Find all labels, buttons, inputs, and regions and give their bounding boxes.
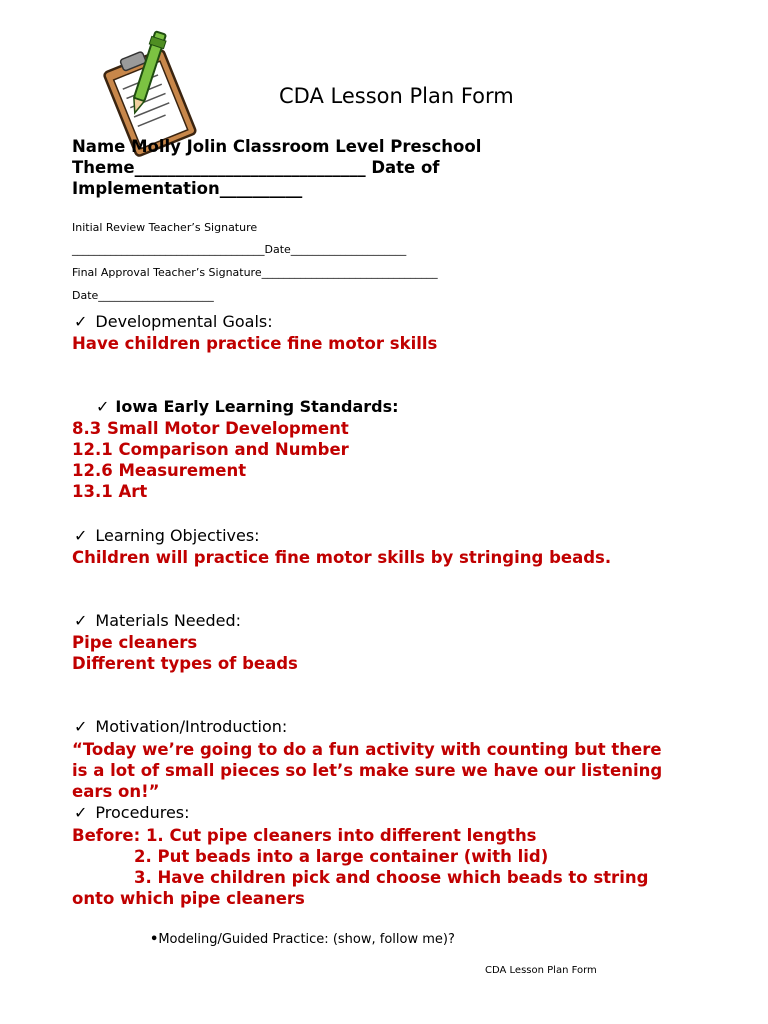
learning-objectives-content: Children will practice fine motor skills by stringing beads. xyxy=(72,548,612,567)
section-procedures xyxy=(74,802,190,823)
standard-item: 12.1 Comparison and Number xyxy=(72,440,349,459)
section-heading: Iowa Early Learning Standards: xyxy=(115,397,399,416)
bullet-text: Modeling/Guided Practice: (show, follow me)? xyxy=(158,932,455,947)
section-heading: Developmental Goals: xyxy=(95,312,273,331)
standard-item: 13.1 Art xyxy=(72,482,148,501)
bullet-modeling xyxy=(150,931,455,949)
theme-date-line: Theme____________________________ Date of xyxy=(72,158,440,177)
materials-content xyxy=(72,632,298,674)
motivation-content xyxy=(72,739,662,802)
standard-item: 8.3 Small Motor Development xyxy=(72,419,349,438)
name-classroom-line: Name Molly Jolin Classroom Level Preschool xyxy=(72,137,482,156)
checkmark-icon: ✓ xyxy=(74,312,88,331)
motivation-line: “Today we’re going to do a fun activity with counting but there xyxy=(72,740,662,759)
checkmark-icon: ✓ xyxy=(96,397,110,416)
procedures-content xyxy=(72,825,648,909)
header-info xyxy=(72,136,481,199)
motivation-line: ears on!” xyxy=(72,782,160,801)
bullet-icon: • xyxy=(150,932,159,947)
page-footer: CDA Lesson Plan Form xyxy=(485,965,597,976)
motivation-line: is a lot of small pieces so let’s make sure we have our listening xyxy=(72,761,663,780)
material-item: Different types of beads xyxy=(72,654,298,673)
section-heading: Procedures: xyxy=(95,803,190,822)
iowa-standards-content xyxy=(72,418,349,502)
material-item: Pipe cleaners xyxy=(72,633,198,652)
section-heading: Learning Objectives: xyxy=(95,526,260,545)
checkmark-icon: ✓ xyxy=(74,611,88,630)
checkmark-icon: ✓ xyxy=(74,803,88,822)
standard-item: 12.6 Measurement xyxy=(72,461,247,480)
section-developmental-goals xyxy=(74,311,273,332)
final-date-line: Date_____________________ xyxy=(72,289,214,302)
section-materials-needed xyxy=(74,610,241,631)
procedure-step: Before: 1. Cut pipe cleaners into different lengths xyxy=(72,826,537,845)
implementation-line: Implementation__________ xyxy=(72,179,303,198)
checkmark-icon: ✓ xyxy=(74,526,88,545)
checkmark-icon: ✓ xyxy=(74,717,88,736)
section-iowa-standards xyxy=(96,396,399,417)
section-heading: Motivation/Introduction: xyxy=(95,717,288,736)
procedure-step: 3. Have children pick and choose which beads to string xyxy=(134,868,649,887)
section-motivation xyxy=(74,716,287,737)
initial-review-label: Initial Review Teacher’s Signature xyxy=(72,221,258,234)
final-approval-label: Final Approval Teacher’s Signature________________________________ xyxy=(72,266,438,279)
section-heading: Materials Needed: xyxy=(95,611,242,630)
developmental-goals-content: Have children practice fine motor skills xyxy=(72,334,438,353)
procedure-step: 2. Put beads into a large container (with lid) xyxy=(134,847,549,866)
page-title: CDA Lesson Plan Form xyxy=(279,84,514,108)
procedure-step: onto which pipe cleaners xyxy=(72,889,305,908)
initial-review-line: ___________________________________Date_____________________ xyxy=(72,243,407,256)
section-learning-objectives xyxy=(74,525,260,546)
